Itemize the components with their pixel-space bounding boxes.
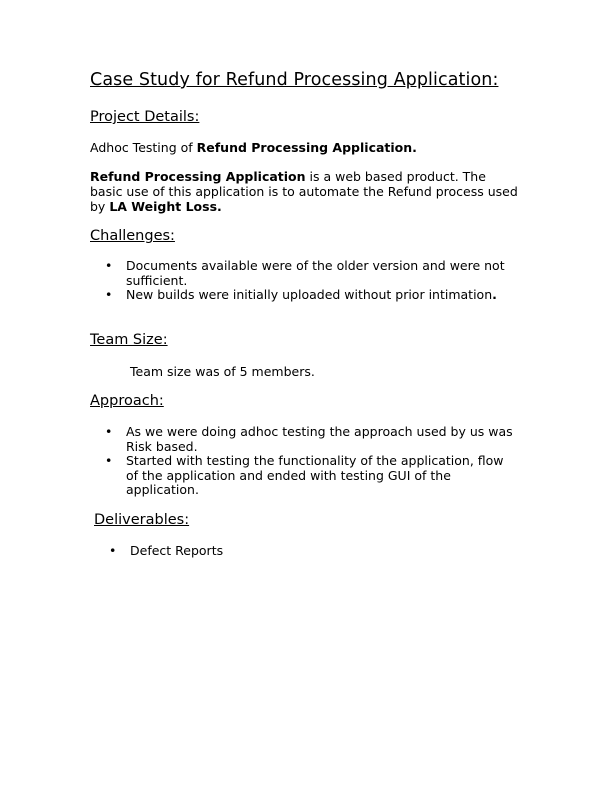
project-description-text: is a web based product. The basic use of this application is to automate the Refund process used by xyxy=(90,169,518,214)
project-description-app: Refund Processing Application xyxy=(90,169,306,184)
bullet-icon: • xyxy=(105,258,113,273)
challenges-list xyxy=(90,259,510,303)
challenges-item-period: . xyxy=(492,287,497,302)
challenges-heading: Challenges: xyxy=(90,228,175,244)
challenges-item-text: New builds were initially uploaded without prior intimation xyxy=(126,287,493,302)
bullet-icon: • xyxy=(105,287,113,302)
document-title: Case Study for Refund Processing Application: xyxy=(90,70,499,90)
bullet-icon: • xyxy=(105,453,113,468)
team-size-heading: Team Size: xyxy=(90,332,168,348)
approach-list-item xyxy=(90,425,516,454)
challenges-list-item xyxy=(90,259,510,288)
approach-heading: Approach: xyxy=(90,393,164,409)
bullet-icon: • xyxy=(105,424,113,439)
team-size-text: Team size was of 5 members. xyxy=(130,364,315,379)
approach-list xyxy=(90,425,516,498)
challenges-list-item xyxy=(90,288,510,303)
project-description-client: LA Weight Loss. xyxy=(109,199,222,214)
deliverables-list-item xyxy=(94,544,394,559)
project-description xyxy=(90,169,522,214)
deliverables-list xyxy=(94,544,394,559)
challenges-item-text: Documents available were of the older version and were not sufficient. xyxy=(126,258,505,288)
approach-item-text: Started with testing the functionality of the application, flow of the application and ended with testing GUI of the application. xyxy=(126,453,504,497)
approach-list-item xyxy=(90,454,516,498)
project-details-line xyxy=(90,140,417,155)
deliverables-heading: Deliverables: xyxy=(94,512,190,528)
approach-item-text: As we were doing adhoc testing the approach used by us was Risk based. xyxy=(126,424,513,454)
deliverables-item-text: Defect Reports xyxy=(130,543,224,558)
project-details-heading: Project Details: xyxy=(90,109,200,125)
project-details-line-prefix: Adhoc Testing of xyxy=(90,140,197,155)
bullet-icon: • xyxy=(109,543,117,558)
project-details-line-app: Refund Processing Application. xyxy=(196,140,417,155)
